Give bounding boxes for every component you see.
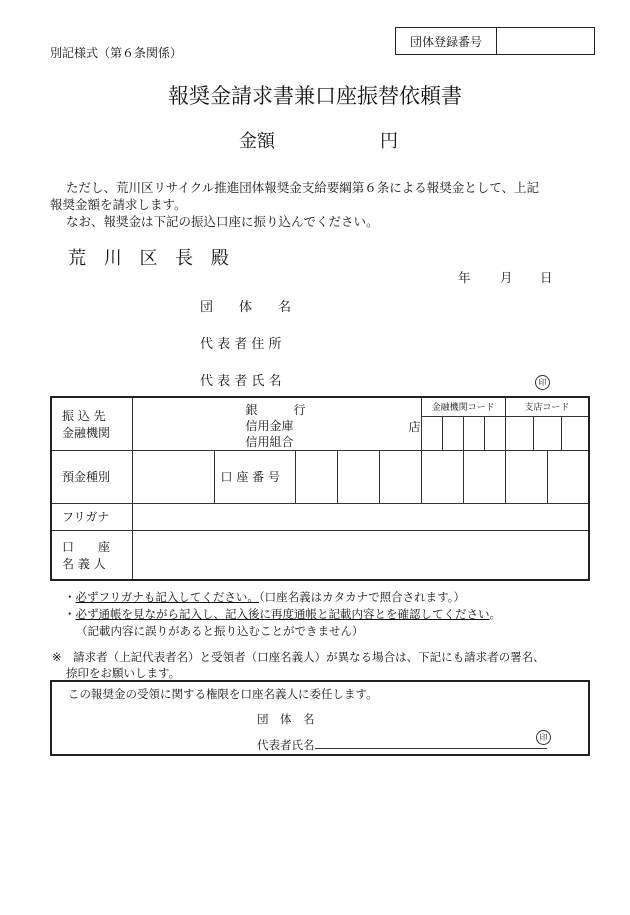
note-error-warning: （記載内容に誤りがあると振り込むことができません） — [76, 624, 364, 638]
registration-number-field[interactable] — [497, 28, 594, 54]
proxy-rep-name-label: 代表者氏名 — [257, 738, 315, 752]
furigana-field[interactable] — [132, 503, 589, 530]
furigana-label: フリガナ — [51, 503, 132, 530]
note-furigana — [64, 589, 465, 605]
account-holder-label-line-1: 口 座 — [62, 539, 111, 554]
note-1-bullet: ・ — [64, 590, 76, 604]
registration-number-box — [395, 27, 595, 55]
amount-field[interactable] — [285, 127, 370, 149]
note-2-emphasis: 必ず通帳を見ながら記入し、記入後に再度通帳と記載内容とを確認してください — [75, 607, 490, 621]
bank-label-line-1: 振 込 先 — [62, 408, 106, 423]
page-title: 報奨金請求書兼口座振替依頼書 — [168, 84, 462, 108]
date-day-label: 日 — [540, 270, 553, 285]
proxy-group-name-label: 団 体 名 — [257, 712, 315, 726]
branch-code-header: 支店コード — [505, 397, 589, 416]
body-line-1: ただし、荒川区リサイクル推進団体報奨金支給要綱第６条による報奨金として、上記 — [66, 180, 540, 195]
amount-label: 金額 — [239, 131, 275, 152]
bank-type-kumiai: 信用組合 — [245, 435, 294, 449]
account-digit-6[interactable] — [505, 450, 547, 503]
proxy-rep-name-row[interactable] — [257, 736, 547, 753]
bank-type-options — [246, 402, 306, 450]
account-digit-2[interactable] — [337, 450, 379, 503]
note-proxy-2: 捺印をお願いします。 — [66, 666, 181, 680]
bank-label-line-2: 金融機関 — [62, 425, 111, 440]
note-proxy-1: ※ 請求者（上記代表者名）と受領者（口座名義人）が異なる場合は、下記にも請求者の署名、 — [52, 650, 545, 664]
addressee: 荒 川 区 長 殿 — [68, 248, 235, 269]
account-holder-label-line-2: 名 義 人 — [62, 556, 106, 571]
account-digit-5[interactable] — [463, 450, 505, 503]
account-holder-label-cell — [51, 530, 132, 580]
branch-label: 店 — [408, 420, 421, 434]
account-digit-1[interactable] — [295, 450, 337, 503]
account-digit-4[interactable] — [421, 450, 463, 503]
note-2-rest: 。 — [489, 607, 501, 621]
proxy-statement: この報奨金の受領に関する権限を口座名義人に委任します。 — [68, 687, 378, 701]
bank-account-table — [50, 396, 590, 581]
account-holder-field[interactable] — [132, 530, 589, 580]
form-reference: 別記様式（第６条関係） — [50, 46, 183, 60]
note-2-bullet: ・ — [64, 607, 76, 621]
bank-type-bank: 銀 行 — [245, 403, 306, 417]
rep-name-label: 代 表 者 氏 名 — [200, 374, 282, 389]
account-digit-7[interactable] — [547, 450, 589, 503]
date-month-label: 月 — [500, 270, 513, 285]
proxy-signature-line[interactable] — [315, 736, 547, 749]
registration-number-label: 団体登録番号 — [396, 28, 497, 54]
deposit-type-field[interactable] — [132, 450, 214, 503]
note-1-rest: （口座名義はカタカナで照合されます。） — [258, 590, 466, 604]
bank-name-cell[interactable] — [132, 397, 421, 450]
bank-type-shinkin: 信用金庫 — [245, 419, 294, 433]
body-line-3: なお、報奨金は下記の振込口座に振り込んでください。 — [66, 214, 379, 229]
branch-code-field[interactable] — [505, 416, 589, 450]
amount-unit: 円 — [380, 131, 398, 152]
proxy-delegation-box — [50, 680, 590, 756]
bank-code-field[interactable] — [421, 416, 505, 450]
group-name-label: 団 体 名 — [200, 300, 292, 315]
note-1-emphasis: 必ずフリガナも記入してください。 — [75, 590, 259, 604]
body-line-2: 報奨金額を請求します。 — [50, 197, 187, 212]
note-passbook — [64, 606, 501, 622]
account-number-label: 口 座 番 号 — [214, 450, 295, 503]
bank-code-header: 金融機関コード — [421, 397, 505, 416]
date-year-label: 年 — [458, 270, 471, 285]
bank-label-cell — [51, 397, 132, 450]
proxy-seal-icon: 印 — [536, 730, 551, 745]
seal-icon: 印 — [535, 375, 550, 390]
rep-address-label: 代 表 者 住 所 — [200, 337, 282, 352]
deposit-type-label: 預金種別 — [51, 450, 132, 503]
account-digit-3[interactable] — [379, 450, 421, 503]
